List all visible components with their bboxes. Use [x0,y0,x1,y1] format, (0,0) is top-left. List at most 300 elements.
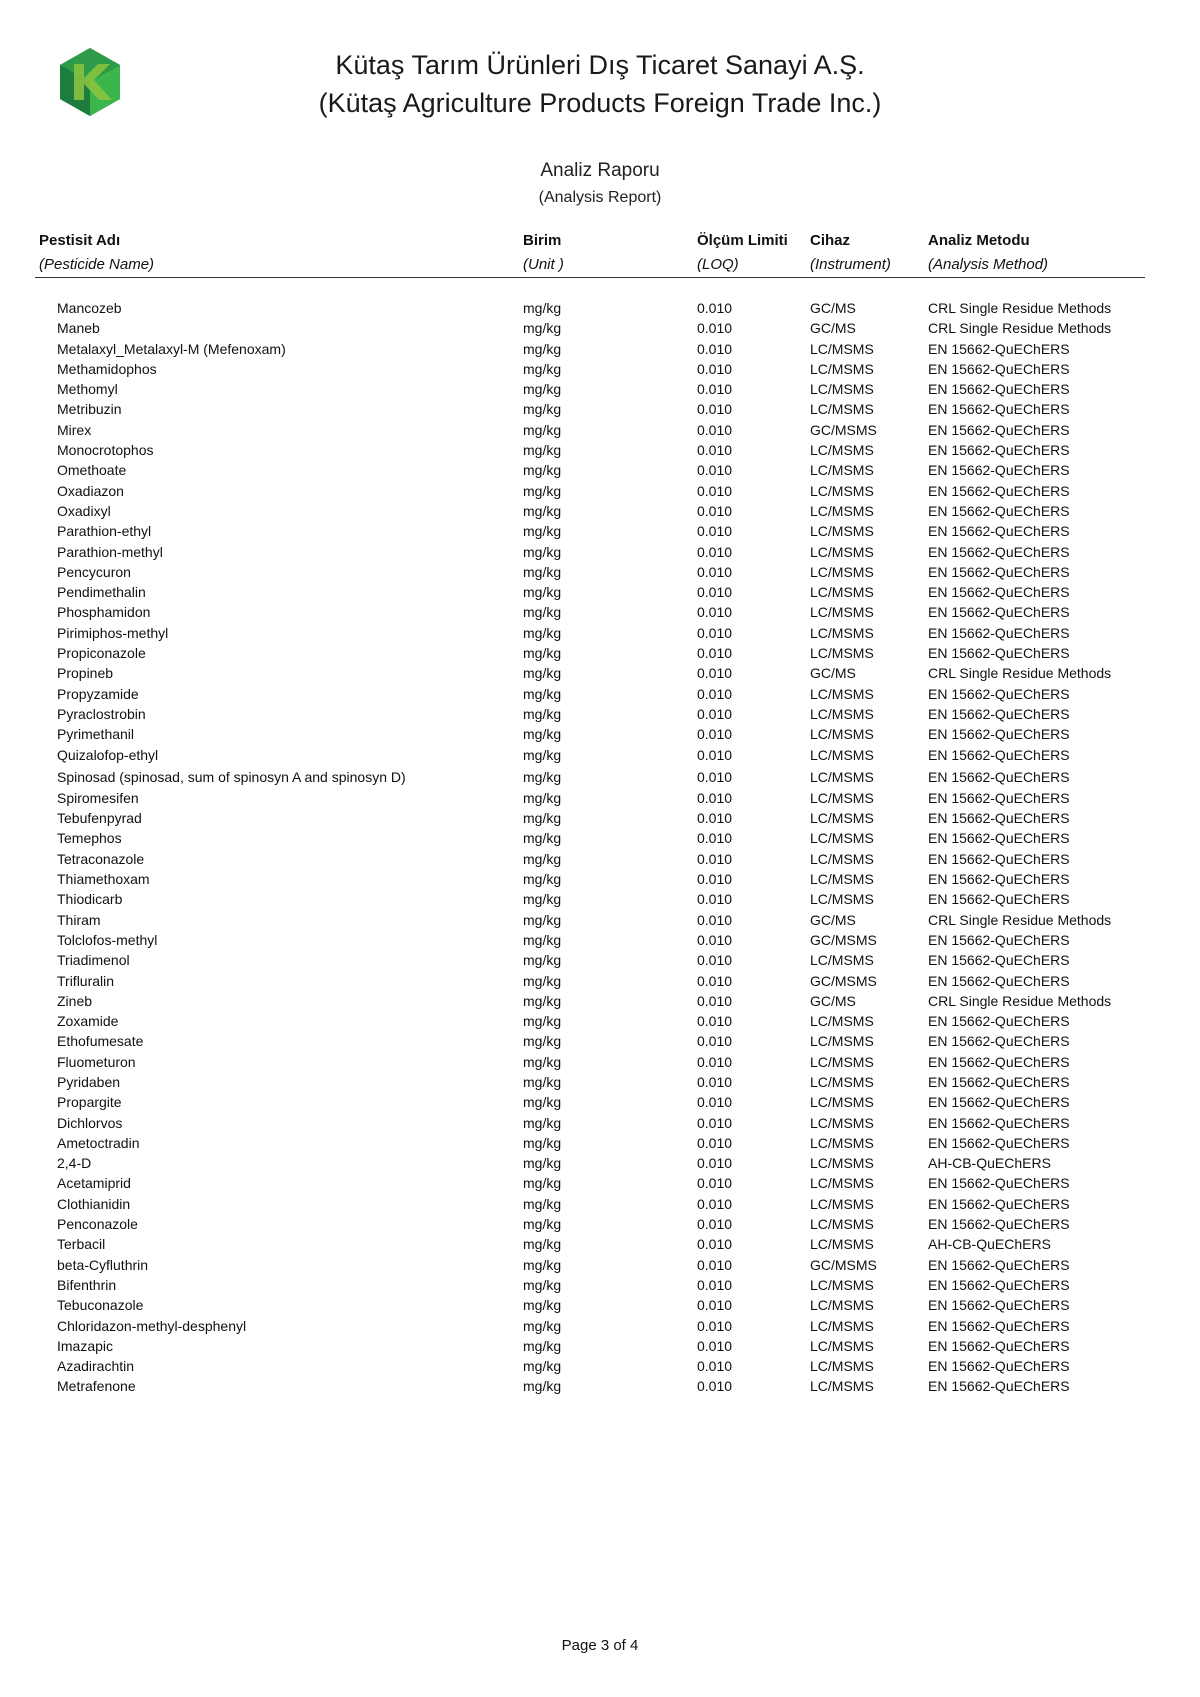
cell-method: EN 15662-QuEChERS [928,604,1070,621]
cell-method: EN 15662-QuEChERS [928,871,1070,888]
cell-pesticide: Ethofumesate [57,1033,144,1050]
cell-loq: 0.010 [697,624,733,641]
cell-loq: 0.010 [697,705,733,722]
cell-pesticide: Mancozeb [57,300,122,316]
cell-unit: mg/kg [523,1297,562,1314]
cell-loq: 0.010 [697,1317,733,1334]
cell-pesticide: Tebufenpyrad [57,810,142,827]
cell-pesticide: Zineb [57,992,93,1009]
cell-loq: 0.010 [697,850,733,867]
cell-loq: 0.010 [697,726,733,743]
cell-method: EN 15662-QuEChERS [928,1256,1070,1273]
table-row [0,542,1200,562]
table-row [0,1113,1200,1133]
cell-unit: mg/kg [523,624,562,641]
cell-loq: 0.010 [697,1236,733,1253]
cell-unit: mg/kg [523,931,562,948]
cell-unit: mg/kg [523,401,562,418]
cell-method: EN 15662-QuEChERS [928,1378,1070,1395]
cell-pesticide: Monocrotophos [57,442,154,459]
table-row [0,1194,1200,1214]
cell-pesticide: Tetraconazole [57,850,145,867]
cell-instrument: LC/MSMS [810,1053,874,1070]
cell-unit: mg/kg [523,952,562,969]
cell-method: EN 15662-QuEChERS [928,1033,1070,1050]
table-row [0,869,1200,889]
table-row [0,828,1200,848]
cell-instrument: LC/MSMS [810,563,874,580]
table-row [0,1052,1200,1072]
cell-unit: mg/kg [523,891,562,908]
cell-unit: mg/kg [523,1053,562,1070]
cell-instrument: LC/MSMS [810,624,874,641]
cell-pesticide: Ametoctradin [57,1134,140,1151]
cell-instrument: LC/MSMS [810,1236,874,1253]
cell-unit: mg/kg [523,320,562,337]
cell-method: AH-CB-QuEChERS [928,1155,1051,1172]
cell-unit: mg/kg [523,850,562,867]
cell-instrument: LC/MSMS [810,543,874,560]
cell-method: EN 15662-QuEChERS [928,1216,1070,1233]
cell-loq: 0.010 [697,1216,733,1233]
cell-loq: 0.010 [697,952,733,969]
cell-method: EN 15662-QuEChERS [928,340,1070,357]
cell-method: EN 15662-QuEChERS [928,1114,1070,1131]
cell-instrument: LC/MSMS [810,952,874,969]
col-subheader-instrument: (Instrument) [810,256,891,273]
cell-method: AH-CB-QuEChERS [928,1236,1051,1253]
table-row [0,1133,1200,1153]
cell-loq: 0.010 [697,584,733,601]
table-row [0,1295,1200,1315]
col-subheader-method: (Analysis Method) [928,256,1049,273]
cell-method: EN 15662-QuEChERS [928,746,1070,763]
cell-unit: mg/kg [523,1236,562,1253]
cell-pesticide: Metribuzin [57,401,122,418]
cell-unit: mg/kg [523,1256,562,1273]
cell-instrument: LC/MSMS [810,768,874,785]
cell-instrument: LC/MSMS [810,381,874,398]
cell-unit: mg/kg [523,360,562,377]
table-row [0,379,1200,399]
cell-loq: 0.010 [697,685,733,702]
cell-loq: 0.010 [697,665,733,682]
cell-pesticide: Dichlorvos [57,1114,123,1131]
table-row [0,318,1200,338]
cell-method: EN 15662-QuEChERS [928,360,1070,377]
cell-loq: 0.010 [697,381,733,398]
cell-loq: 0.010 [697,421,733,438]
cell-pesticide: Oxadiazon [57,482,124,499]
cell-unit: mg/kg [523,972,562,989]
cell-loq: 0.010 [697,1134,733,1151]
table-row [0,1092,1200,1112]
col-header-unit: Birim [523,232,562,249]
cell-unit: mg/kg [523,421,562,438]
cell-unit: mg/kg [523,462,562,479]
cell-loq: 0.010 [697,300,733,316]
cell-instrument: LC/MSMS [810,1378,874,1395]
cell-method: EN 15662-QuEChERS [928,624,1070,641]
table-row [0,849,1200,869]
cell-instrument: GC/MS [810,665,856,682]
cell-unit: mg/kg [523,604,562,621]
cell-loq: 0.010 [697,1276,733,1293]
cell-instrument: LC/MSMS [810,360,874,377]
cell-instrument: LC/MSMS [810,705,874,722]
cell-loq: 0.010 [697,972,733,989]
report-subtitle: (Analysis Report) [538,189,662,206]
cell-unit: mg/kg [523,543,562,560]
cell-unit: mg/kg [523,1358,562,1375]
table-row [0,1376,1200,1396]
cell-loq: 0.010 [697,1337,733,1354]
cell-pesticide: Pyraclostrobin [57,705,146,722]
cell-loq: 0.010 [697,360,733,377]
cell-pesticide: Maneb [57,320,100,337]
page-number: Page 3 of 4 [561,1637,639,1654]
cell-pesticide: Methamidophos [57,360,157,377]
cell-pesticide: Pencycuron [57,563,131,580]
cell-instrument: LC/MSMS [810,1337,874,1354]
cell-method: EN 15662-QuEChERS [928,830,1070,847]
cell-method: EN 15662-QuEChERS [928,1134,1070,1151]
cell-pesticide: Temephos [57,830,122,847]
cell-pesticide: Pirimiphos-methyl [57,624,169,641]
cell-loq: 0.010 [697,768,733,785]
cell-loq: 0.010 [697,931,733,948]
cell-method: EN 15662-QuEChERS [928,705,1070,722]
cell-instrument: LC/MSMS [810,442,874,459]
table-row [0,1234,1200,1254]
cell-instrument: LC/MSMS [810,502,874,519]
cell-method: EN 15662-QuEChERS [928,421,1070,438]
cell-instrument: LC/MSMS [810,810,874,827]
cell-method: CRL Single Residue Methods [928,992,1112,1009]
cell-pesticide: Trifluralin [57,972,115,989]
cell-unit: mg/kg [523,482,562,499]
cell-method: EN 15662-QuEChERS [928,523,1070,540]
cell-method: EN 15662-QuEChERS [928,645,1070,662]
cell-instrument: LC/MSMS [810,891,874,908]
cell-unit: mg/kg [523,563,562,580]
cell-pesticide: Omethoate [57,462,127,479]
cell-pesticide: Azadirachtin [57,1358,135,1375]
cell-pesticide: Acetamiprid [57,1175,131,1192]
table-row [0,1153,1200,1173]
cell-unit: mg/kg [523,300,562,316]
cell-pesticide: Thiodicarb [57,891,123,908]
cell-pesticide: Pyridaben [57,1073,121,1090]
cell-method: CRL Single Residue Methods [928,320,1112,337]
cell-loq: 0.010 [697,1195,733,1212]
cell-pesticide: Tebuconazole [57,1297,144,1314]
cell-pesticide: Mirex [57,421,92,438]
table-row [0,1072,1200,1092]
table-row [0,420,1200,440]
cell-unit: mg/kg [523,746,562,763]
cell-method: EN 15662-QuEChERS [928,543,1070,560]
cell-unit: mg/kg [523,442,562,459]
cell-unit: mg/kg [523,685,562,702]
col-subheader-loq: (LOQ) [697,256,739,273]
cell-instrument: LC/MSMS [810,726,874,743]
table-row [0,765,1200,788]
cell-method: EN 15662-QuEChERS [928,810,1070,827]
cell-pesticide: Fluometuron [57,1053,136,1070]
cell-loq: 0.010 [697,442,733,459]
cell-pesticide: Thiram [57,911,101,928]
cell-unit: mg/kg [523,1216,562,1233]
cell-loq: 0.010 [697,563,733,580]
cell-unit: mg/kg [523,726,562,743]
cell-method: EN 15662-QuEChERS [928,726,1070,743]
cell-pesticide: Oxadixyl [57,502,111,519]
table-row [0,663,1200,683]
cell-unit: mg/kg [523,810,562,827]
table-row [0,582,1200,602]
company-name-en: (Kütaş Agriculture Products Foreign Trade Inc.) [318,88,882,118]
cell-unit: mg/kg [523,1337,562,1354]
cell-method: EN 15662-QuEChERS [928,685,1070,702]
cell-method: EN 15662-QuEChERS [928,768,1070,785]
cell-pesticide: Spinosad (spinosad, sum of spinosyn A and spinosyn D) [57,768,406,785]
cell-loq: 0.010 [697,871,733,888]
cell-loq: 0.010 [697,604,733,621]
cell-instrument: LC/MSMS [810,340,874,357]
table-row [0,788,1200,808]
cell-instrument: LC/MSMS [810,746,874,763]
company-name-tr: Kütaş Tarım Ürünleri Dış Ticaret Sanayi A.Ş. [335,50,865,80]
cell-loq: 0.010 [697,1155,733,1172]
cell-instrument: LC/MSMS [810,1134,874,1151]
cell-pesticide: Bifenthrin [57,1276,117,1293]
cell-instrument: GC/MS [810,300,856,316]
cell-unit: mg/kg [523,645,562,662]
cell-instrument: LC/MSMS [810,1276,874,1293]
table-row [0,298,1200,318]
cell-loq: 0.010 [697,1033,733,1050]
cell-method: EN 15662-QuEChERS [928,1013,1070,1030]
cell-loq: 0.010 [697,1114,733,1131]
cell-unit: mg/kg [523,830,562,847]
cell-unit: mg/kg [523,1114,562,1131]
cell-loq: 0.010 [697,1256,733,1273]
table-row [0,1011,1200,1031]
table-row [0,991,1200,1011]
cell-method: EN 15662-QuEChERS [928,584,1070,601]
table-row [0,1031,1200,1051]
cell-instrument: LC/MSMS [810,401,874,418]
cell-loq: 0.010 [697,830,733,847]
cell-method: EN 15662-QuEChERS [928,401,1070,418]
cell-unit: mg/kg [523,1094,562,1111]
cell-unit: mg/kg [523,1073,562,1090]
cell-loq: 0.010 [697,992,733,1009]
cell-loq: 0.010 [697,1175,733,1192]
cell-instrument: GC/MS [810,320,856,337]
company-logo-icon [54,46,126,118]
cell-instrument: LC/MSMS [810,850,874,867]
cell-instrument: LC/MSMS [810,523,874,540]
table-row [0,623,1200,643]
cell-method: EN 15662-QuEChERS [928,1175,1070,1192]
cell-instrument: LC/MSMS [810,1155,874,1172]
cell-unit: mg/kg [523,665,562,682]
table-row [0,950,1200,970]
cell-pesticide: Pyrimethanil [57,726,135,743]
cell-pesticide: Metalaxyl_Metalaxyl-M (Mefenoxam) [57,340,286,357]
table-row [0,643,1200,663]
cell-method: EN 15662-QuEChERS [928,931,1070,948]
cell-instrument: LC/MSMS [810,1073,874,1090]
cell-loq: 0.010 [697,401,733,418]
cell-unit: mg/kg [523,502,562,519]
col-header-method: Analiz Metodu [928,232,1030,249]
cell-pesticide: Propiconazole [57,645,146,662]
table-row [0,889,1200,909]
cell-unit: mg/kg [523,1175,562,1192]
cell-method: EN 15662-QuEChERS [928,789,1070,806]
cell-loq: 0.010 [697,810,733,827]
table-row [0,359,1200,379]
table-row [0,1336,1200,1356]
cell-instrument: LC/MSMS [810,1094,874,1111]
cell-method: EN 15662-QuEChERS [928,952,1070,969]
cell-method: EN 15662-QuEChERS [928,442,1070,459]
cell-method: EN 15662-QuEChERS [928,1276,1070,1293]
cell-loq: 0.010 [697,1013,733,1030]
cell-instrument: LC/MSMS [810,645,874,662]
cell-method: EN 15662-QuEChERS [928,1073,1070,1090]
cell-loq: 0.010 [697,1378,733,1395]
table-row [0,971,1200,991]
cell-instrument: LC/MSMS [810,1114,874,1131]
cell-instrument: GC/MSMS [810,1256,877,1273]
cell-loq: 0.010 [697,1358,733,1375]
cell-pesticide: 2,4-D [57,1155,92,1172]
table-row [0,399,1200,419]
cell-method: EN 15662-QuEChERS [928,891,1070,908]
cell-method: EN 15662-QuEChERS [928,462,1070,479]
cell-pesticide: Pendimethalin [57,584,146,601]
table-row [0,1173,1200,1193]
cell-pesticide: Zoxamide [57,1013,119,1030]
table-row [0,1255,1200,1275]
cell-pesticide: Propineb [57,665,114,682]
cell-method: EN 15662-QuEChERS [928,1337,1070,1354]
table-row [0,704,1200,724]
table-row [0,562,1200,582]
cell-loq: 0.010 [697,1073,733,1090]
cell-pesticide: Quizalofop-ethyl [57,746,159,763]
company-name [250,46,950,122]
cell-pesticide: beta-Cyfluthrin [57,1256,149,1273]
cell-loq: 0.010 [697,1053,733,1070]
table-row [0,501,1200,521]
cell-instrument: LC/MSMS [810,1013,874,1030]
table-body [0,298,1200,1397]
cell-method: EN 15662-QuEChERS [928,1358,1070,1375]
cell-pesticide: Terbacil [57,1236,106,1253]
cell-loq: 0.010 [697,502,733,519]
cell-loq: 0.010 [697,1297,733,1314]
cell-pesticide: Tolclofos-methyl [57,931,158,948]
cell-unit: mg/kg [523,1378,562,1395]
cell-pesticide: Spiromesifen [57,789,139,806]
cell-instrument: GC/MS [810,911,856,928]
col-header-pesticide: Pestisit Adı [39,232,121,249]
cell-method: EN 15662-QuEChERS [928,563,1070,580]
cell-instrument: LC/MSMS [810,1033,874,1050]
cell-unit: mg/kg [523,1195,562,1212]
cell-unit: mg/kg [523,523,562,540]
cell-instrument: LC/MSMS [810,1195,874,1212]
col-header-loq: Ölçüm Limiti [697,232,788,249]
cell-unit: mg/kg [523,1033,562,1050]
cell-method: EN 15662-QuEChERS [928,1094,1070,1111]
cell-unit: mg/kg [523,1013,562,1030]
cell-instrument: LC/MSMS [810,871,874,888]
cell-pesticide: Clothianidin [57,1195,131,1212]
cell-instrument: LC/MSMS [810,789,874,806]
cell-instrument: LC/MSMS [810,685,874,702]
col-header-instrument: Cihaz [810,232,851,249]
cell-loq: 0.010 [697,462,733,479]
table-row [0,1275,1200,1295]
header-divider [35,277,1145,278]
table-row [0,1356,1200,1376]
cell-instrument: LC/MSMS [810,1175,874,1192]
cell-pesticide: Triadimenol [57,952,130,969]
cell-unit: mg/kg [523,381,562,398]
table-row [0,481,1200,501]
cell-method: EN 15662-QuEChERS [928,502,1070,519]
cell-loq: 0.010 [697,320,733,337]
cell-instrument: LC/MSMS [810,1358,874,1375]
table-row [0,930,1200,950]
cell-unit: mg/kg [523,1276,562,1293]
cell-unit: mg/kg [523,705,562,722]
table-row [0,440,1200,460]
cell-pesticide: Propyzamide [57,685,139,702]
cell-loq: 0.010 [697,482,733,499]
cell-pesticide: Penconazole [57,1216,138,1233]
cell-instrument: GC/MSMS [810,931,877,948]
cell-method: CRL Single Residue Methods [928,665,1112,682]
cell-unit: mg/kg [523,340,562,357]
cell-instrument: LC/MSMS [810,584,874,601]
table-row [0,1316,1200,1336]
cell-pesticide: Phosphamidon [57,604,151,621]
cell-unit: mg/kg [523,1134,562,1151]
cell-instrument: GC/MSMS [810,972,877,989]
table-row [0,910,1200,930]
cell-unit: mg/kg [523,871,562,888]
cell-pesticide: Thiamethoxam [57,871,150,888]
cell-loq: 0.010 [697,645,733,662]
report-title: Analiz Raporu [540,160,660,181]
table-row [0,684,1200,704]
cell-unit: mg/kg [523,584,562,601]
cell-pesticide: Chloridazon-methyl-desphenyl [57,1317,247,1334]
cell-instrument: GC/MS [810,992,856,1009]
cell-instrument: LC/MSMS [810,1317,874,1334]
table-row [0,724,1200,744]
cell-method: CRL Single Residue Methods [928,911,1112,928]
cell-loq: 0.010 [697,911,733,928]
cell-loq: 0.010 [697,543,733,560]
